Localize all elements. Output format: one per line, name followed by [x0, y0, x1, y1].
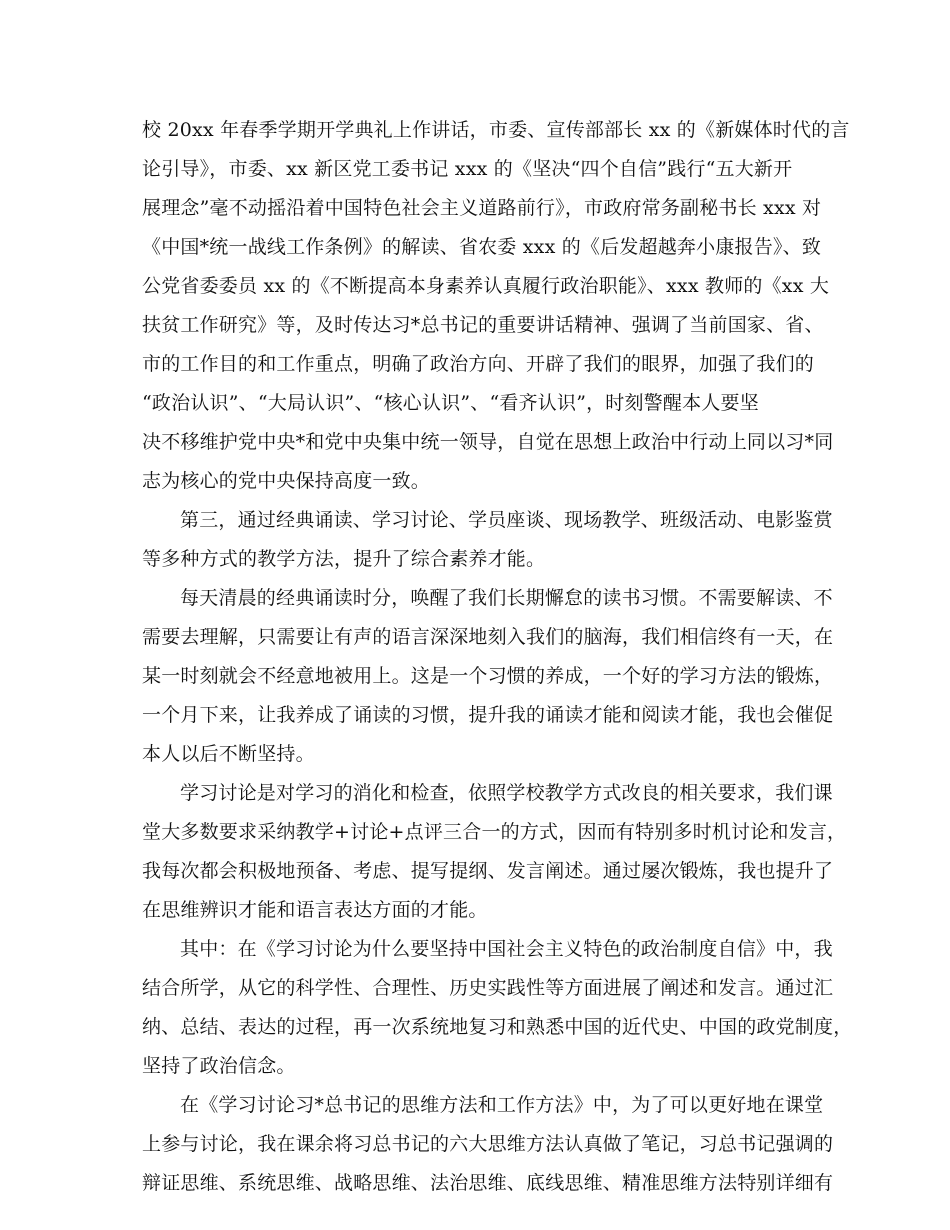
- text-line: 堂大多数要求采纳教学+讨论+点评三合一的方式，因而有特别多时机讨论和发言，: [142, 821, 847, 843]
- text-line: 等多种方式的教学方法，提升了综合素养才能。: [142, 548, 546, 570]
- text-line: 纳、总结、表达的过程，再一次系统地复习和熟悉中国的近代史、中国的政党制度，: [142, 1016, 853, 1038]
- paragraph-first-line: 第三，通过经典诵读、学习讨论、学员座谈、现场教学、班级活动、电影鉴赏: [180, 509, 833, 531]
- paragraph-first-line: 在《学习讨论习*总书记的思维方法和工作方法》中，为了可以更好地在课堂: [180, 1094, 824, 1116]
- text-line: 坚持了政治信念。: [142, 1055, 296, 1077]
- text-line: 某一时刻就会不经意地被用上。这是一个习惯的养成，一个好的学习方法的锻炼，: [142, 665, 834, 687]
- text-line: 扶贫工作研究》等，及时传达习*总书记的重要讲话精神、强调了当前国家、省、: [142, 314, 824, 336]
- text-line: 校 20xx 年春季学期开学典礼上作讲话，市委、宣传部部长 xx 的《新媒体时代的言: [142, 119, 850, 141]
- paragraph-first-line: 学习讨论是对学习的消化和检查，依照学校教学方式改良的相关要求，我们课: [180, 782, 833, 804]
- text-line: 结合所学，从它的科学性、合理性、历史实践性等方面进展了阐述和发言。通过汇: [142, 977, 834, 999]
- text-line: 在思维辨识才能和语言表达方面的才能。: [142, 899, 488, 921]
- text-line: 一个月下来，让我养成了诵读的习惯，提升我的诵读才能和阅读才能，我也会催促: [142, 704, 834, 726]
- text-line: 本人以后不断坚持。: [142, 743, 315, 765]
- text-line: 志为核心的党中央保持高度一致。: [142, 470, 431, 492]
- text-line: “政治认识”、“大局认识”、“核心认识”、“看齐认识”，时刻警醒本人要坚: [142, 392, 759, 414]
- text-line: 我每次都会积极地预备、考虑、提写提纲、发言阐述。通过屡次锻炼，我也提升了: [142, 860, 834, 882]
- text-line: 论引导》，市委、xx 新区党工委书记 xxx 的《坚决“四个自信”践行“五大新开: [142, 158, 793, 180]
- text-line: 决不移维护党中央*和党中央集中统一领导，自觉在思想上政治中行动上同以习*同: [142, 431, 834, 453]
- paragraph-first-line: 其中：在《学习讨论为什么要坚持中国社会主义特色的政治制度自信》中，我: [180, 938, 833, 960]
- text-line: 公党省委委员 xx 的《不断提高本身素养认真履行政治职能》、xxx 教师的《xx 大: [142, 275, 830, 297]
- text-line: 上参与讨论，我在课余将习总书记的六大思维方法认真做了笔记，习总书记强调的: [142, 1133, 834, 1155]
- text-line: 辩证思维、系统思维、战略思维、法治思维、底线思维、精准思维方法特别详细有: [142, 1172, 834, 1194]
- text-line: 市的工作目的和工作重点，明确了政治方向、开辟了我们的眼界，加强了我们的: [142, 353, 815, 375]
- paragraph-first-line: 每天清晨的经典诵读时分，唤醒了我们长期懈怠的读书习惯。不需要解读、不: [180, 587, 833, 609]
- text-line: 需要去理解，只需要让有声的语言深深地刻入我们的脑海，我们相信终有一天，在: [142, 626, 834, 648]
- text-line: 《中国*统一战线工作条例》的解读、省农委 xxx 的《后发超越奔小康报告》、致: [142, 236, 822, 258]
- text-line: 展理念”毫不动摇沿着中国特色社会主义道路前行》，市政府常务副秘书长 xxx 对: [142, 197, 822, 219]
